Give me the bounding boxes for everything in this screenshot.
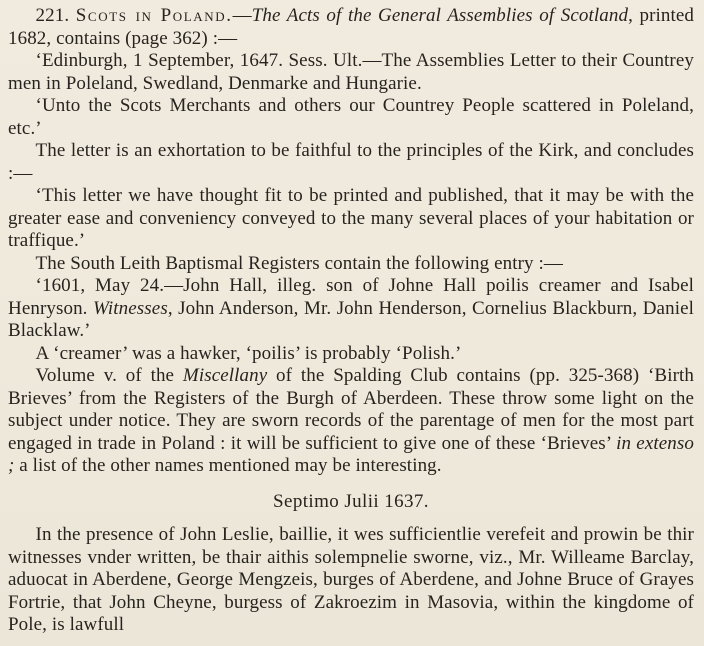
em-dash: — [232,5,252,26]
baptismal-entry-rest: , John Anderson, Mr. John Henderson, Cornelius Blackburn, Daniel Blacklaw.’ [8,297,694,341]
baptismal-entry-text: ‘1601, May 24.—John Hall, illeg. son of Johne Hall poilis creamer and Isabel Henryson. [8,275,694,319]
paragraph-spalding-club [8,365,694,478]
paragraph-creamer-note: A ‘creamer’ was a hawker, ‘poilis’ is probably ‘Polish.’ [35,342,462,364]
in-extenso-italic: in extenso ; [8,432,694,476]
spalding-text-start: Volume v. of the [35,365,183,386]
witnesses-italic: Witnesses [93,297,168,319]
entry-number: 221. [35,5,76,26]
section-heading-septimo-julii: Septimo Julii 1637. [273,490,429,512]
paragraph-south-leith-registers: The South Leith Baptismal Registers contain the following entry :— [35,252,563,274]
entry-title-smallcaps: Scots in Poland. [75,5,233,26]
paragraph-unto-scots-quote: ‘Unto the Scots Merchants and others our Countrey People scattered in Poleland, etc.’ [8,95,694,139]
paragraph-edinburgh-quote: ‘Edinburgh, 1 September, 1647. Sess. Ult.—The Assemblies Letter to their Countrey men in Poleland, Swedland, Denmarke and Hungarie. [8,50,694,94]
paragraph-brieve-text: In the presence of John Leslie, baillie, it wes sufficientlie verefeit and prowin be thir witnesses vnder written, be thair aithis solempnelie sworne, viz., Mr. Willeame Barclay, aduocat in Aberdene, George Mengzeis, burges of Aberdene, and Johne Bruce of Grayes Fortrie, that John Cheyne, burgess of Zakroezim in Masovia, within the kingdome of Pole, is lawfull [8,524,694,635]
paragraph-baptismal-entry [8,275,694,343]
entry-heading-rest: , printed 1682, contains (page 362) :— [8,5,694,49]
miscellany-italic: Miscellany [182,365,268,386]
spalding-text-middle: of the Spalding Club contains (pp. 325-368) ‘Birth Brieves’ from the Registers of the Burgh of Aberdeen. These throw some light on the subject under notice. They are sworn records of the parentage of men for the most part engaged in trade in Poland : it will be sufficient to give one of these ‘Brieves’ [8,365,694,454]
paragraph-letter-conclusion-quote: ‘This letter we have thought fit to be printed and published, that it may be with the greater ease and conveniency conveyed to the many several places of your habitation or traffique.’ [8,185,694,251]
paragraph-entry-heading [8,5,694,50]
spalding-text-end: a list of the other names mentioned may be interesting. [14,455,442,476]
paragraph-letter-exhortation: The letter is an exhortation to be faithful to the principles of the Kirk, and concludes :— [8,140,694,184]
book-title-italic: The Acts of the General Assemblies of Scotland [251,5,629,26]
